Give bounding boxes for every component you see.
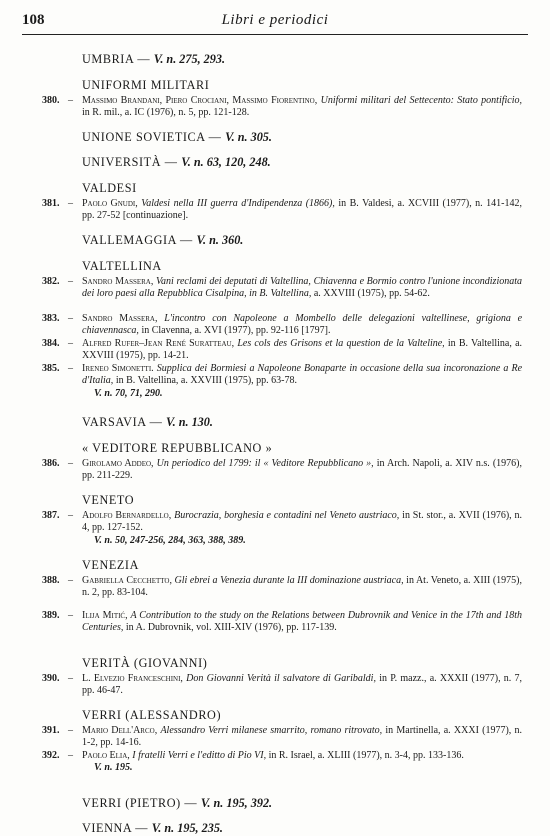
bibliography-entry <box>0 575 550 600</box>
entry-dash: – <box>68 276 73 287</box>
bibliography-entry <box>0 725 550 750</box>
heading-label: VERITÀ (GIOVANNI) <box>82 656 208 670</box>
heading-label: VALDESI <box>82 181 137 195</box>
entry-body <box>82 610 522 635</box>
entry-body <box>82 338 522 363</box>
entry-dash: – <box>68 673 73 684</box>
entry-title: Burocrazia, borghesia e contadini nel Veneto austriaco, <box>174 510 400 521</box>
entry-body <box>82 198 522 223</box>
entry-title: I fratelli Verri e l'editto di Pio VI, <box>132 750 267 761</box>
entry-author: Ilija Mitić, <box>82 610 128 621</box>
cross-reference: V. n. 195, 235. <box>151 821 223 835</box>
index-heading <box>82 233 550 248</box>
entry-source: in At. Veneto, a. XIII (1975), n. 2, pp. 83-104. <box>82 575 523 599</box>
entry-title: Alessandro Verri milanese smarrito, romano ritrovato, <box>160 725 383 736</box>
entry-title: A Contribution to the study on the Relations between Dubrovnik and Venice in the 17th and 18th Centuries, <box>82 610 523 634</box>
entry-source: in St. stor., a. XVII (1976), n. 4, pp. 127-152. <box>82 510 523 534</box>
entry-title: Un periodico del 1799: il « Veditore Repubblicano », <box>156 458 374 469</box>
heading-label: UNIONE SOVIETICA — <box>82 130 222 144</box>
running-header <box>22 12 528 32</box>
entry-body <box>82 510 522 547</box>
entry-author: Ireneo Simonetti. <box>82 363 154 374</box>
entry-dash: – <box>68 313 73 324</box>
entry-dash: – <box>68 458 73 469</box>
heading-label: VERRI (ALESSANDRO) <box>82 708 222 722</box>
entry-author: Sandro Massera, <box>82 276 154 287</box>
entry-author: Massimo Brandani, Piero Crociani, Massimo Fiorentino, <box>82 95 318 106</box>
index-heading <box>82 130 550 145</box>
entry-number: 392. <box>42 750 60 761</box>
entry-dash: – <box>68 750 73 761</box>
entry-body <box>82 725 522 750</box>
entry-dash: – <box>68 198 73 209</box>
entry-number: 380. <box>42 95 60 106</box>
entry-author: Gabriella Cecchetto, <box>82 575 172 586</box>
heading-label: UMBRIA — <box>82 52 151 66</box>
entry-dash: – <box>68 338 73 349</box>
entry-source: a. XXVIII (1975), pp. 54-62. <box>313 288 430 300</box>
entry-title: Supplica dei Bormiesi a Napoleone Bonaparte in occasione della sua incoronazione a Re d'Italia, <box>82 363 523 387</box>
bibliography-entry <box>0 338 550 363</box>
header-rule <box>22 34 528 35</box>
entry-number: 385. <box>42 363 60 374</box>
cross-reference: V. n. 195, 392. <box>200 796 273 810</box>
bibliography-entry <box>0 95 550 120</box>
heading-label: VALLEMAGGIA — <box>82 233 193 247</box>
heading-label: UNIFORMI MILITARI <box>82 78 210 92</box>
heading-label: UNIVERSITÀ — <box>82 155 178 169</box>
index-heading <box>82 493 550 508</box>
index-heading <box>82 708 550 723</box>
heading-label: VARSAVIA — <box>82 415 163 429</box>
bibliography-entry <box>0 458 550 483</box>
see-also-reference: V. n. 195. <box>94 762 133 774</box>
entry-body <box>82 458 522 483</box>
entry-number: 384. <box>42 338 60 349</box>
cross-reference: V. n. 275, 293. <box>153 52 226 66</box>
cross-reference: V. n. 360. <box>196 233 244 247</box>
entry-source: in R. Israel, a. XLIII (1977), n. 3-4, pp. 133-136. <box>268 750 464 761</box>
entry-body <box>82 750 522 775</box>
index-heading <box>82 415 550 430</box>
entry-author: Girolamo Addeo, <box>82 458 154 469</box>
heading-label: VENETO <box>82 493 135 507</box>
index-heading <box>82 181 550 196</box>
index-heading <box>82 441 550 456</box>
entry-author: L. Elvezio Franceschini, <box>82 673 183 684</box>
entry-dash: – <box>68 363 73 374</box>
bibliography-entry <box>0 750 550 775</box>
entry-number: 390. <box>42 673 60 684</box>
heading-label: VIENNA — <box>82 821 149 835</box>
entry-dash: – <box>68 725 73 736</box>
entry-number: 388. <box>42 575 60 586</box>
bibliography-entry <box>0 510 550 547</box>
entry-author: Adolfo Bernardello, <box>82 510 172 521</box>
entry-dash: – <box>68 95 73 106</box>
entry-number: 389. <box>42 610 60 621</box>
entry-dash: – <box>68 510 73 521</box>
entry-title: Don Giovanni Verità il salvatore di Garibaldi, <box>186 673 376 684</box>
entry-number: 381. <box>42 198 60 209</box>
entry-number: 391. <box>42 725 60 736</box>
bibliography-entry <box>0 313 550 338</box>
bibliography-entry <box>0 198 550 223</box>
entry-number: 382. <box>42 276 60 287</box>
bibliography-entry <box>0 673 550 698</box>
index-heading <box>82 52 550 67</box>
index-heading <box>82 155 550 170</box>
entry-number: 387. <box>42 510 60 521</box>
entry-body <box>82 575 522 600</box>
entry-number: 386. <box>42 458 60 469</box>
heading-label: VERRI (PIETRO) — <box>82 796 198 810</box>
bibliography-entry <box>0 610 550 635</box>
entry-title: Vani reclami dei deputati di Valtellina, Chiavenna e Bormio contro l'unione incondizionata dei loro paesi alla Repubblica Cisalpina, in B. Valtellina, <box>82 276 522 300</box>
entry-body <box>82 95 522 120</box>
index-heading <box>82 821 550 836</box>
entry-body <box>82 673 522 698</box>
entry-title: Valdesi nella III guerra d'Indipendenza (1866), <box>141 198 335 209</box>
entry-author: Paolo Elia, <box>82 750 130 761</box>
heading-label: VENEZIA <box>82 558 139 572</box>
page-number: 108 <box>22 12 45 28</box>
entry-title: Gli ebrei a Venezia durante la III dominazione austriaca, <box>174 575 404 586</box>
entry-source: in B. Valtellina, a. XXVIII (1975), pp. 14-21. <box>82 338 523 362</box>
entry-source: in Martinella, a. XXXI (1977), n. 1-2, pp. 14-16. <box>82 725 523 749</box>
entry-source: in B. Valdesi, a. XCVIII (1977), n. 141-142, pp. 27-52 [continuazione]. <box>82 198 522 222</box>
entry-dash: – <box>68 610 73 621</box>
entry-title: L'incontro con Napoleone a Mombello delle delegazioni valtellinese, grigiona e chiavennasca, <box>82 313 523 337</box>
cross-reference: V. n. 305. <box>225 130 272 144</box>
entry-author: Paolo Gnudi, <box>82 198 138 209</box>
running-title: Libri e periodici <box>221 12 329 28</box>
entry-number: 383. <box>42 313 60 324</box>
index-heading <box>82 259 550 274</box>
see-also-reference: V. n. 70, 71, 290. <box>94 387 163 399</box>
entry-body <box>82 276 522 301</box>
index-heading <box>82 78 550 93</box>
index-heading <box>82 558 550 573</box>
entry-author: Sandro Massera, <box>82 313 158 324</box>
entry-title: Uniformi militari del Settecento: Stato pontificio, <box>320 95 523 106</box>
entry-source: in A. Dubrovnik, vol. XIII-XIV (1976), pp. 117-139. <box>125 622 337 634</box>
cross-reference: V. n. 130. <box>166 415 213 429</box>
index-heading <box>82 796 550 811</box>
bibliography-entry <box>0 276 550 301</box>
entry-source: in P. mazz., a. XXXII (1977), n. 7, pp. 46-47. <box>82 673 523 697</box>
entry-source: in B. Valtellina, a. XXVIII (1975), pp. 63-78. <box>115 375 297 387</box>
entry-dash: – <box>68 575 73 586</box>
entry-source: in Clavenna, a. XVI (1977), pp. 92-116 [1797]. <box>141 325 331 337</box>
entry-author: Mario Dell'Arco, <box>82 725 158 736</box>
entry-title: Les cols des Grisons et la question de la Valteline, <box>237 338 445 349</box>
index-heading <box>82 656 550 671</box>
cross-reference: V. n. 63, 120, 248. <box>181 155 271 169</box>
entry-source: in R. mil., a. IC (1976), n. 5, pp. 121-128. <box>82 107 250 119</box>
see-also-reference: V. n. 50, 247-256, 284, 363, 388, 389. <box>94 534 246 546</box>
heading-label: « VEDITORE REPUBBLICANO » <box>82 441 273 455</box>
entry-body <box>82 363 522 400</box>
entry-author: Alfred Rufer–Jean René Suratteau, <box>82 338 235 349</box>
entry-body <box>82 313 522 338</box>
bibliography-entry <box>0 363 550 400</box>
entry-source: in Arch. Napoli, a. XIV n.s. (1976), pp. 211-229. <box>82 458 523 482</box>
heading-label: VALTELLINA <box>82 259 162 273</box>
